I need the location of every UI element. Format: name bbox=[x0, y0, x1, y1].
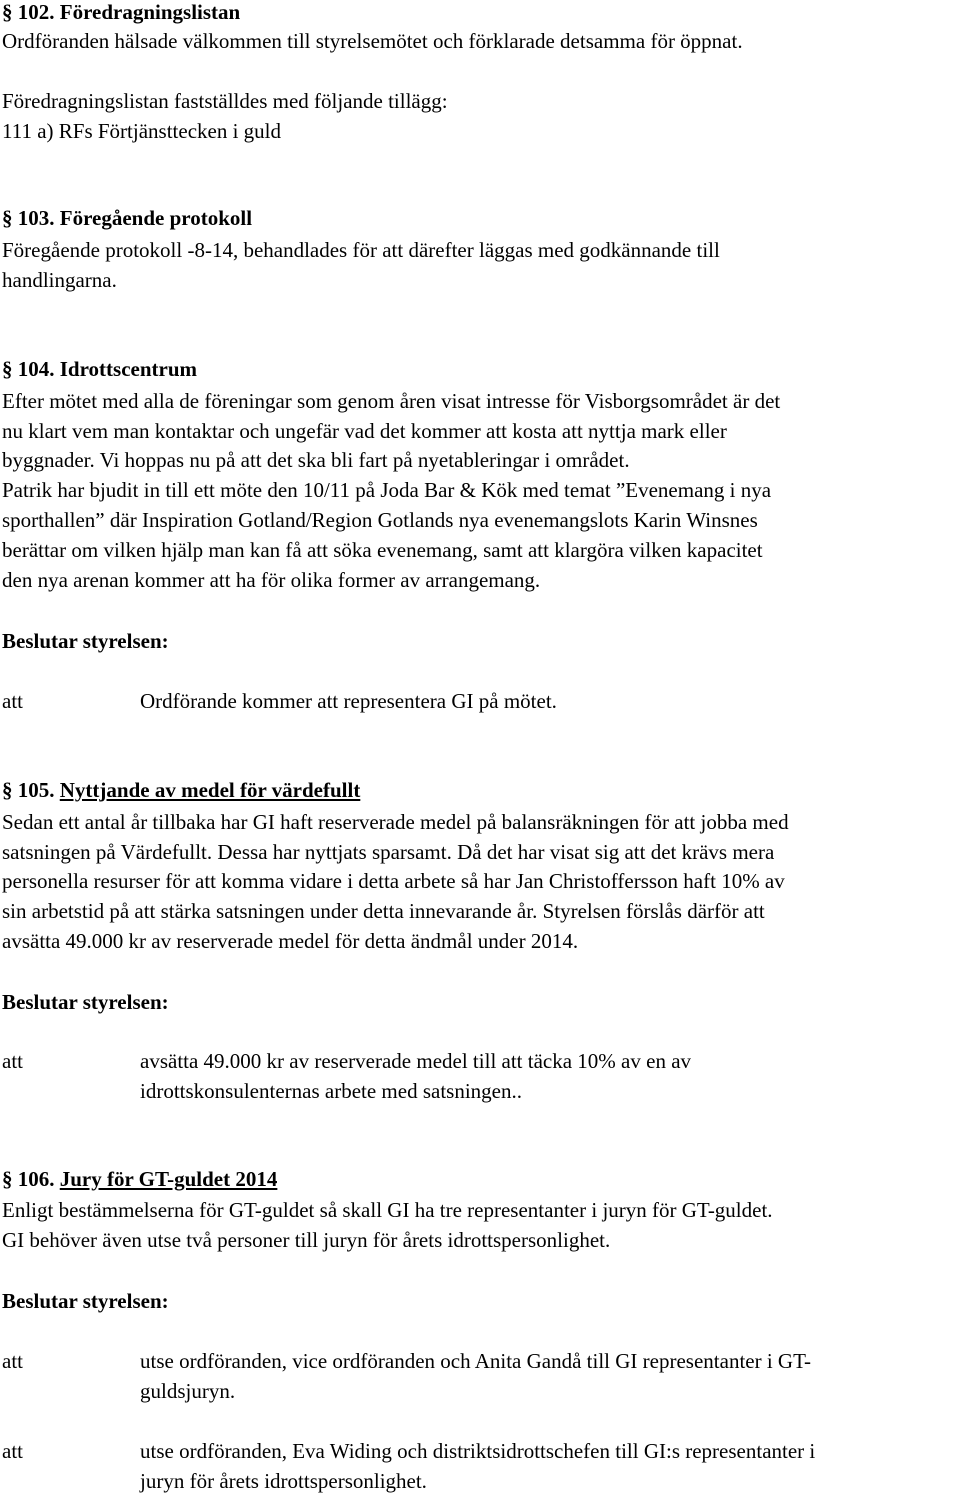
section-104-line: Patrik har bjudit in till ett möte den 10/11 på Joda Bar & Kök med temat ”Evenemang i nya bbox=[2, 478, 772, 502]
section-104-title: Idrottscentrum bbox=[59, 357, 198, 381]
section-106-decision2-line: juryn för årets idrottspersonlighet. bbox=[140, 1469, 427, 1493]
section-104-decision-label: att bbox=[2, 689, 23, 713]
section-104-heading bbox=[2, 354, 958, 384]
section-103-line: Föregående protokoll -8-14, behandlades för att därefter läggas med godkännande till bbox=[2, 238, 720, 262]
section-105-line: sin arbetstid på att stärka satsningen under detta innevarande år. Styrelsen förslås därför att bbox=[2, 899, 765, 923]
section-104-line: berättar om vilken hjälp man kan få att söka evenemang, samt att klargöra vilken kapacitet bbox=[2, 538, 763, 562]
section-104-line: sporthallen” där Inspiration Gotland/Region Gotlands nya evenemangslots Karin Winsnes bbox=[2, 508, 758, 532]
section-105-decision-line: idrottskonsulenternas arbete med satsningen.. bbox=[140, 1079, 522, 1103]
section-106-number: § 106. bbox=[2, 1167, 55, 1191]
section-106-decision1-line: guldsjuryn. bbox=[140, 1379, 236, 1403]
section-104-line: byggnader. Vi hoppas nu på att det ska bli fart på nyetableringar i området. bbox=[2, 448, 630, 472]
section-106-decision1-line: utse ordföranden, vice ordföranden och Anita Gandå till GI representanter i GT- bbox=[140, 1349, 811, 1373]
section-105-heading bbox=[2, 775, 958, 805]
section-106-decision2-line: utse ordföranden, Eva Widing och distriktsidrottschefen till GI:s representanter i bbox=[140, 1439, 816, 1463]
section-102-number: § 102. bbox=[2, 0, 55, 24]
section-104-line: den nya arenan kommer att ha för olika former av arrangemang. bbox=[2, 568, 541, 592]
section-106-decision1-label: att bbox=[2, 1349, 23, 1373]
section-105-decision-label: att bbox=[2, 1049, 23, 1073]
section-106-line: Enligt bestämmelserna för GT-guldet så skall GI ha tre representanter i juryn för GT-guldet. bbox=[2, 1198, 773, 1222]
section-103-title: Föregående protokoll bbox=[59, 206, 253, 230]
section-106-line: GI behöver även utse två personer till juryn för årets idrottspersonlighet. bbox=[2, 1228, 611, 1252]
section-104-decision: Ordförande kommer att representera GI på mötet. bbox=[140, 689, 557, 713]
section-102-heading bbox=[2, 0, 958, 27]
section-104-line: Efter mötet med alla de föreningar som genom åren visat intresse för Visborgsområdet är det bbox=[2, 389, 781, 413]
section-106-decision2-label: att bbox=[2, 1439, 23, 1463]
section-105-decision-line: avsätta 49.000 kr av reserverade medel till att täcka 10% av en av bbox=[140, 1049, 692, 1073]
section-102-paragraph: Föredragningslistan fastställdes med följande tillägg: bbox=[2, 89, 448, 113]
section-106-beslut-label: Beslutar styrelsen: bbox=[2, 1289, 169, 1313]
section-105-title: Nyttjande av medel för värdefullt bbox=[59, 778, 361, 802]
section-103-number: § 103. bbox=[2, 206, 55, 230]
section-105-line: personella resurser för att komma vidare i detta arbete så har Jan Christoffersson haft 10% av bbox=[2, 869, 785, 893]
section-105-line: avsätta 49.000 kr av reserverade medel för detta ändmål under 2014. bbox=[2, 929, 579, 953]
section-106-heading bbox=[2, 1164, 958, 1194]
section-105-number: § 105. bbox=[2, 778, 55, 802]
section-105-beslut-label: Beslutar styrelsen: bbox=[2, 990, 169, 1014]
section-105-line: satsningen på Värdefullt. Dessa har nyttjats sparsamt. Då det har visat sig att det krävs mera bbox=[2, 840, 775, 864]
section-102-title: Föredragningslistan bbox=[59, 0, 241, 24]
section-105-line: Sedan ett antal år tillbaka har GI haft reserverade medel på balansräkningen för att jobba med bbox=[2, 810, 789, 834]
section-104-number: § 104. bbox=[2, 357, 55, 381]
section-106-title: Jury för GT-guldet 2014 bbox=[59, 1167, 278, 1191]
section-103-heading bbox=[2, 203, 958, 233]
section-102-paragraph: Ordföranden hälsade välkommen till styrelsemötet och förklarade detsamma för öppnat. bbox=[2, 29, 743, 53]
section-104-beslut-label: Beslutar styrelsen: bbox=[2, 629, 169, 653]
section-102-paragraph: 111 a) RFs Förtjänsttecken i guld bbox=[2, 119, 281, 143]
section-104-line: nu klart vem man kontaktar och ungefär vad det kommer att kosta att nyttja mark eller bbox=[2, 419, 727, 443]
section-103-line: handlingarna. bbox=[2, 268, 117, 292]
